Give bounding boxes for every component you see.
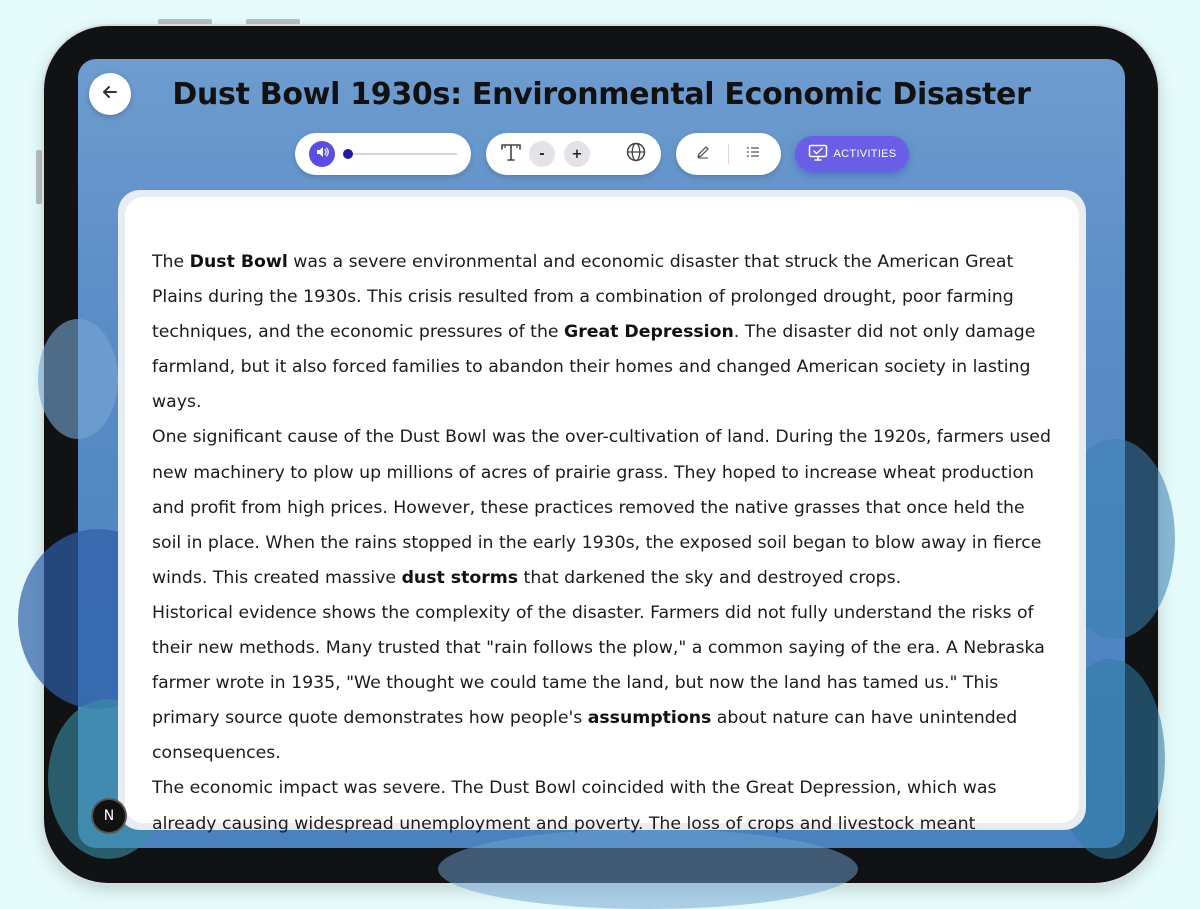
volume-button <box>158 19 212 25</box>
text-run: was a severe environmental and economic disaster that struck the American Great Plains during the 1930s. This crisis resulted from a combination of prolonged drought, poor farming techniques, and the economic pressures of the <box>152 252 1014 343</box>
text-run: One significant cause of the Dust Bowl was the over-cultivation of land. During the 1920s, farmers used new machinery to plow up millions of acres of prairie grass. They hoped to increase wheat production and profit from high prices. However, these practices removed the native grasses that once held the soil in place. When the rains stopped in the early 1930s, the exposed soil began to blow away in fierce winds. This created massive <box>152 427 1051 588</box>
highlight-button[interactable] <box>694 145 712 163</box>
text-run: The economic impact was severe. The Dust Bowl coincided with the Great Depression, which was already causing widespread unemployment and poverty. The loss of crops and livestock meant <box>152 778 997 834</box>
app-screen <box>78 59 1125 848</box>
activities-label: ACTIVITIES <box>833 148 897 160</box>
decrease-font-button[interactable]: - <box>529 141 555 167</box>
audio-progress-track[interactable] <box>347 153 457 155</box>
text-run: about nature can have unintended consequences. <box>152 708 1018 764</box>
language-button[interactable] <box>625 143 647 165</box>
monitor-check-icon <box>808 144 828 165</box>
increase-font-button[interactable]: + <box>564 141 590 167</box>
font-button[interactable] <box>498 142 524 166</box>
text-run: Historical evidence shows the complexity of the disaster. Farmers did not fully understand the risks of their new methods. Many trusted that "rain follows the plow," a common saying of the era. A Nebraska farmer wrote in 1935, "We thought we could tame the land, but now the land has tamed us." This primary source quote demonstrates how people's <box>152 602 1045 729</box>
list-icon <box>746 145 760 163</box>
reading-panel <box>118 190 1086 834</box>
article-paragraph <box>152 596 1052 771</box>
article-card[interactable] <box>125 197 1079 834</box>
text-run: that darkened the sky and destroyed crops. <box>518 567 902 588</box>
divider <box>728 144 729 164</box>
outline-button[interactable] <box>744 145 762 163</box>
app-badge[interactable]: N <box>93 800 125 832</box>
text-run: The <box>152 252 190 272</box>
activities-button[interactable] <box>795 136 909 172</box>
side-button <box>36 150 42 204</box>
audio-progress-thumb[interactable] <box>343 149 353 159</box>
reading-tools <box>676 133 781 175</box>
text-controls <box>486 133 661 175</box>
article-paragraph <box>152 420 1052 595</box>
article-body <box>152 245 1052 842</box>
bold-term: Great Depression <box>564 322 734 343</box>
globe-icon <box>626 142 646 167</box>
toolbar <box>78 133 1125 175</box>
pen-icon <box>696 145 710 164</box>
article-paragraph <box>152 771 1052 841</box>
power-button <box>246 19 300 25</box>
article-paragraph <box>152 245 1052 420</box>
background-decoration <box>38 319 118 439</box>
audio-player <box>295 133 471 175</box>
page-title: Dust Bowl 1930s: Environmental Economic Disaster <box>172 77 1031 112</box>
bold-term: dust storms <box>401 567 519 588</box>
bold-term: Dust Bowl <box>189 252 288 272</box>
speaker-icon <box>315 145 329 164</box>
text-size-icon <box>500 142 522 167</box>
text-run: . The disaster did not only damage farmland, but it also forced families to abandon their homes and changed American society in lasting ways. <box>152 322 1036 413</box>
play-audio-button[interactable] <box>309 141 335 167</box>
bold-term: assumptions <box>587 708 712 729</box>
